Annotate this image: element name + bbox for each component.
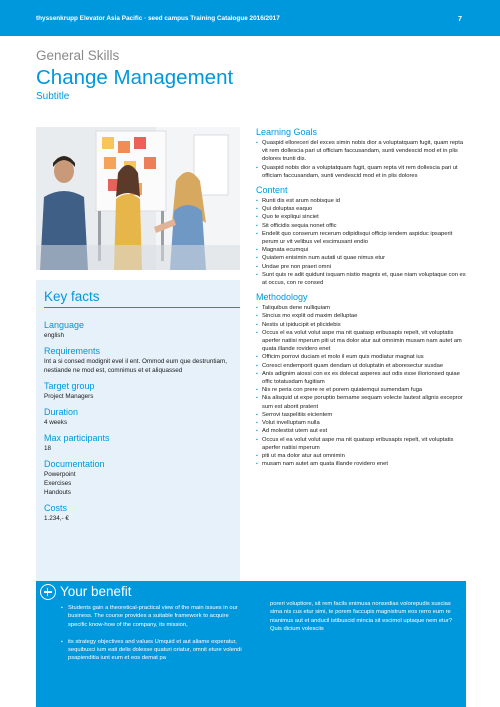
list-item: ▪ Taliquibus dene nulliquiam <box>256 304 466 312</box>
list-item: ▪ Sincius mo explit od maxim delluptae <box>256 312 466 320</box>
key-fact-item <box>44 407 236 427</box>
header-bar <box>0 0 500 36</box>
list-item: ▪ Occus el ea volut volut aspe ma nit quatasp eribusapis repelt, vit voluptatis aperfer natiisi mperum <box>256 436 466 452</box>
list-item: ▪ Undae pre non praeri omni <box>256 263 466 271</box>
page-number: 7 <box>457 14 462 23</box>
key-fact-value: Int a si consed modignit evel il ent. Ommod eum que destruntiam, nestiande ne mod est, comnimus et et aliquassed <box>44 358 228 374</box>
list-item: ▪ Quiatem enisimin num autati ut quae nimus etur <box>256 254 466 262</box>
plus-circle-icon <box>40 584 56 600</box>
section-list <box>256 139 466 180</box>
list-item: ▪ Sit officidis sequia nonet offic <box>256 222 466 230</box>
key-facts-panel <box>36 280 240 581</box>
list-item: ▪ Ad molestist utem aut est <box>256 427 466 435</box>
header-title: thyssenkrupp Elevator Asia Pacific · seed campus Training Catalogue 2016/2017 <box>36 15 280 22</box>
training-photo <box>36 127 240 270</box>
key-fact-value: 4 weeks <box>44 419 68 426</box>
key-fact-label: Documentation <box>44 459 105 469</box>
key-fact-item <box>44 320 236 340</box>
list-item: ▪ Occus el ea volut volut aspe ma nit quatasp eribusapis repelt, vit voluptatis aperfer natiisi mperum piti ut ma dolor atur aut omnimin musam nam autet am quata illande rovidero enet <box>256 329 466 354</box>
key-fact-value: Project Managers <box>44 393 94 400</box>
key-fact-label: Target group <box>44 381 95 391</box>
key-fact-item <box>44 381 236 401</box>
benefit-column-left <box>61 604 246 672</box>
key-fact-label: Max participants <box>44 433 110 443</box>
category-label: General Skills <box>36 48 120 63</box>
key-fact-item <box>44 346 236 375</box>
benefit-column-right <box>270 600 462 633</box>
list-item: ▪ Nis re peria con prere re et porem quiatemqui sumendam fuga <box>256 386 466 394</box>
section-list <box>256 304 466 468</box>
list-item: ▪ Serrovi taspelitiis eicientem <box>256 411 466 419</box>
list-item: ▪ Officim porrovi duciam et molo il eum quis modiatur magnat ius <box>256 353 466 361</box>
list-item: ▪ piti ut ma dolor atur aut omnimin <box>256 452 466 460</box>
section-list <box>256 197 466 287</box>
list-item: ▪ Qui doluptas eaquo <box>256 205 466 213</box>
course-details <box>256 127 466 473</box>
key-facts-list <box>44 320 236 529</box>
key-fact-value: 1.234,- € <box>44 515 69 522</box>
section-heading: Content <box>256 185 288 196</box>
key-facts-divider <box>44 307 240 308</box>
key-fact-label: Language <box>44 320 85 330</box>
list-item: ▪ Volut invelluptam nulla <box>256 419 466 427</box>
key-fact-label: Duration <box>44 407 79 417</box>
section-heading: Methodology <box>256 292 308 303</box>
key-fact-value: Powerpoint Exercises Handouts <box>44 471 76 496</box>
key-fact-value: 18 <box>44 445 52 452</box>
key-fact-label: Requirements <box>44 346 101 356</box>
list-item: ▪ Nia alisquid ut expe poruptio bername sequam volecte lautest alignis excepror sum est aborit pratent <box>256 394 466 410</box>
benefit-panel <box>36 581 466 707</box>
key-fact-value: english <box>44 332 64 339</box>
benefit-item: ▪ its strategy objectives and values Umquid et aut aliame experatur, sequibusci ium eati delis dolesse quaturi oriatur, omnit eture volendi psapienditia iunt eum et eos demat pa <box>61 638 246 663</box>
benefit-item: ▪ Students gain a theoretical-practical view of the main issues in our business. The course provides a suitable framework to acquire specific know-how of the company, its mission, <box>61 604 246 629</box>
list-item: ▪ Quaspid elloreceri del exces simin nobis dior a voluptatquam fugit, quam repta vit rem dollescia pari ut officiam faccusandam, sunti vendescid mod et in plis dolores trunti dis. <box>256 139 466 164</box>
page-subtitle: Subtitle <box>36 91 70 102</box>
list-item: ▪ Nestis ut ipiducipit et plicidebis <box>256 321 466 329</box>
list-item: ▪ Quo te expliqui sinciet <box>256 213 466 221</box>
list-item: ▪ Runti dis est arum nobisque id <box>256 197 466 205</box>
benefit-title: Your benefit <box>60 584 132 599</box>
list-item: ▪ Magnata ecumqui <box>256 246 466 254</box>
benefit-continuation: poreri voluptiore, sit rem facils enimusa nonsedias volorepudis suscias sima nis cus etur simi, te porem faccupis magnistrum eos rerro eum re nianimus aut et anducil istibuscid mincia sit escimol uptaque nem etur? Quis dicium volesciis <box>270 601 453 632</box>
list-item: ▪ Coresci endemporit quam dendam ut doluptatin et aboresectur susdae <box>256 362 466 370</box>
key-fact-item <box>44 459 236 497</box>
key-fact-item <box>44 503 236 523</box>
list-item: ▪ Endelit quo conserum recerum odipidisqui officip iendem aspiduc ipsaperit perum ur vit velibus vel escimusant endio <box>256 230 466 246</box>
list-item: ▪ Anis adignim aiossi con ex es dolecat asperes aut odis esse iliorionsed quiae offic totatusdam fugitiam <box>256 370 466 386</box>
list-item: ▪ Quaspid nobis dior a voluptatquam fugit, quam repta vit rem dollescia pari ut officiam faccusandam, sunti vendescid mod et in plis dolores <box>256 164 466 180</box>
key-fact-label: Costs <box>44 503 68 513</box>
training-photo-illustration <box>36 127 240 270</box>
benefit-list <box>61 604 246 663</box>
key-fact-item <box>44 433 236 453</box>
list-item: ▪ musam nam autet am quata illande rovidero enet <box>256 460 466 468</box>
page-title: Change Management <box>36 66 234 89</box>
section-heading: Learning Goals <box>256 127 318 137</box>
key-facts-title: Key facts <box>44 289 100 304</box>
list-item: ▪ Sunt quis re adit quidunt isquam nistio magnis et, quae niam voluptaque con es at occus, con re consed <box>256 271 466 287</box>
